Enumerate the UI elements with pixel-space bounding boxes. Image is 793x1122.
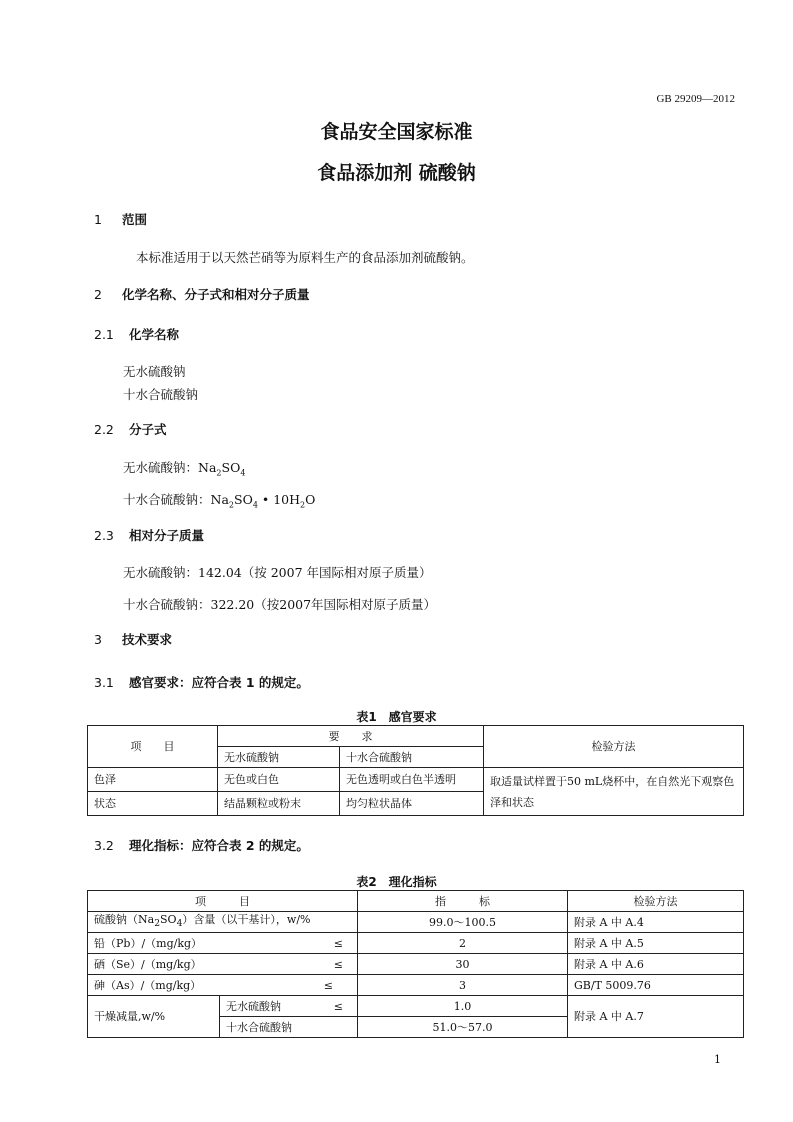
section-number: 3 — [94, 632, 102, 647]
header-method: 检验方法 — [484, 726, 744, 768]
section-3-2-heading — [94, 836, 309, 854]
section-title: 化学名称、分子式和相对分子质量 — [122, 287, 310, 302]
header-decahydrate: 十水合硫酸钠 — [340, 747, 484, 768]
section-title: 范围 — [122, 212, 148, 227]
table-row: 干燥减量,w/% 无水硫酸钠 ≤ 1.0 附录 A 中 A.7 — [88, 996, 744, 1017]
section-2-3-heading — [94, 526, 204, 544]
row-item: 硫酸钠$(Na_2SO_4)$含量（以干基计），w/% — [88, 912, 358, 933]
mass-decahydrate: 十水合硫酸钠：322.20（按2007年国际相对原子质量） — [123, 597, 437, 612]
section-2-2-heading — [94, 420, 167, 438]
section-title: 相对分子质量 — [129, 528, 205, 543]
section-number: 1 — [94, 212, 102, 227]
section-1-body: 本标准适用于以天然芒硝等为原料生产的食品添加剂硫酸钠。 — [136, 250, 474, 265]
header-item: 项 目 — [88, 726, 218, 768]
document-subtitle: 食品添加剂 硫酸钠 — [317, 162, 476, 184]
section-number: 3.1 — [94, 675, 114, 690]
header-method: 检验方法 — [568, 891, 744, 912]
chem-name-1: 无水硫酸钠 — [123, 364, 186, 379]
section-title: 感官要求：应符合表 1 的规定。 — [129, 675, 309, 690]
section-1-heading — [94, 210, 147, 228]
table-row: 砷（As）/（mg/kg） ≤ 3 GB/T 5009.76 — [88, 975, 744, 996]
section-title: 分子式 — [129, 422, 167, 437]
section-title: 化学名称 — [129, 327, 180, 342]
section-number: 2.2 — [94, 422, 114, 437]
section-number: 2 — [94, 287, 102, 302]
table-2-caption: 表2 理化指标 — [356, 875, 437, 889]
table-row: 硒（Se）/（mg/kg） ≤ 30 附录 A 中 A.6 — [88, 954, 744, 975]
table-row: 硫酸钠$(Na_2SO_4)$含量（以干基计），w/% 99.0～100.5 附录 A 中 A.4 — [88, 912, 744, 933]
section-number: 2.1 — [94, 327, 114, 342]
standard-code: GB 29209—2012 — [656, 93, 735, 105]
section-2-1-heading — [94, 325, 179, 343]
header-requirement: 要 求 — [218, 726, 484, 747]
formula-decahydrate: 十水合硫酸钠：$Na_2SO_4$ • $10H_2O$ — [123, 492, 316, 510]
formula-anhydrous: 无水硫酸钠：$Na_2SO_4$ — [123, 460, 246, 478]
header-index: 指 标 — [358, 891, 568, 912]
dry-loss-label: 干燥减量,w/% — [88, 996, 220, 1038]
table-1 — [87, 725, 744, 816]
table-row: 铅（Pb）/（mg/kg） ≤ 2 附录 A 中 A.5 — [88, 933, 744, 954]
table-1-caption: 表1 感官要求 — [356, 710, 437, 724]
table-row: 十水合硫酸钠 51.0～57.0 — [88, 1017, 744, 1038]
document-title: 食品安全国家标准 — [320, 121, 473, 143]
header-item: 项 目 — [88, 891, 358, 912]
section-title: 技术要求 — [122, 632, 173, 647]
mass-anhydrous: 无水硫酸钠：142.04（按 2007 年国际相对原子质量） — [123, 565, 432, 580]
section-number: 3.2 — [94, 838, 114, 853]
header-anhydrous: 无水硫酸钠 — [218, 747, 340, 768]
section-title: 理化指标：应符合表 2 的规定。 — [129, 838, 309, 853]
page-number: 1 — [714, 1053, 721, 1066]
method-cell: 取适量试样置于50 mL烧杯中，在自然光下观察色泽和状态 — [484, 768, 744, 816]
section-3-1-heading — [94, 673, 309, 691]
table-row: 色泽 无色或白色 无色透明或白色半透明 取适量试样置于50 mL烧杯中，在自然光下观察色泽和状态 — [88, 768, 744, 792]
section-number: 2.3 — [94, 528, 114, 543]
table-row: 状态 结晶颗粒或粉末 均匀粒状晶体 — [88, 792, 744, 816]
table-2 — [87, 890, 744, 1038]
chem-name-2: 十水合硫酸钠 — [123, 387, 199, 402]
section-3-heading — [94, 630, 172, 648]
section-2-heading — [94, 285, 310, 303]
